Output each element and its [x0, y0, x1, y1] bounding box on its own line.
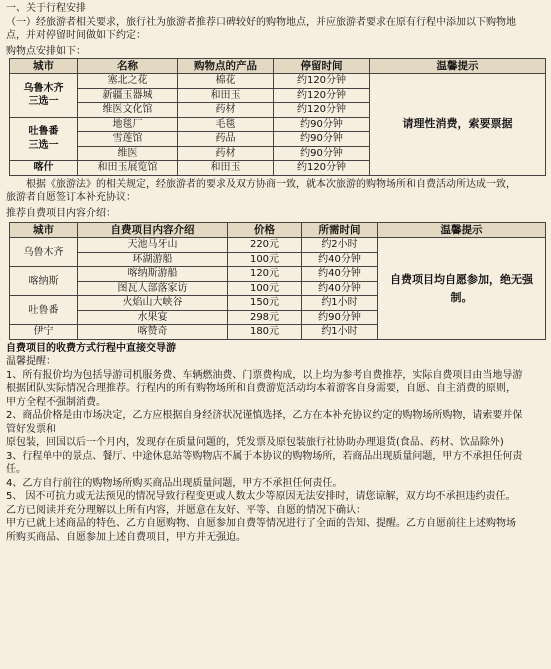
header-city: 城市 — [10, 59, 78, 74]
note-line: 乙方已阅读并充分理解以上所有内容，并愿意在友好、平等、自愿的情况下确认： — [6, 504, 366, 516]
item-price: 100元 — [228, 252, 302, 267]
shop-name: 塞北之花 — [78, 74, 178, 89]
shopping-header-row — [10, 59, 546, 74]
item-name: 天池马牙山 — [78, 238, 228, 253]
note-line: 任。 — [6, 464, 26, 476]
item-time: 约40分钟 — [302, 252, 378, 267]
fee-heading: 自费项目的收费方式行程中直接交导游 — [6, 342, 176, 354]
city-cell: 喀什 — [10, 161, 78, 176]
optional-tip: 自费项目均自愿参加，绝无强制。 — [378, 238, 546, 340]
shop-product: 和田玉 — [178, 161, 274, 176]
shop-duration: 约120分钟 — [274, 88, 370, 103]
header-duration: 停留时间 — [274, 59, 370, 74]
shop-product: 药品 — [178, 132, 274, 147]
shop-duration: 约120分钟 — [274, 161, 370, 176]
item-name: 环湖游船 — [78, 252, 228, 267]
item-price: 298元 — [228, 310, 302, 325]
intro-line-1: （一）经旅游者相关要求，旅行社为旅游者推荐口碑较好的购物地点，并应旅游者要求在原有行程中添加以下购物地 — [6, 16, 516, 28]
header-name: 名称 — [78, 59, 178, 74]
shop-name: 维医文化馆 — [78, 103, 178, 118]
shop-product: 毛毯 — [178, 117, 274, 132]
item-name: 喀赞奇 — [78, 325, 228, 340]
city-cell: 乌鲁木齐 — [10, 238, 78, 267]
item-price: 100元 — [228, 281, 302, 296]
item-name: 水果宴 — [78, 310, 228, 325]
note-line: 管好发票和 — [6, 423, 56, 435]
law-line-1: 根据《旅游法》的相关规定，经旅游者的要求及双方协商一致，就本次旅游的购物场所和自费活动所达成一致， — [26, 178, 516, 190]
table-row — [10, 238, 546, 253]
shop-duration: 约90分钟 — [274, 117, 370, 132]
law-line-2: 旅游者自愿签订本补充协议： — [6, 192, 136, 204]
shop-name: 雪莲馆 — [78, 132, 178, 147]
city-cell: 吐鲁番 三选一 — [10, 117, 78, 161]
header-product: 购物点的产品 — [178, 59, 274, 74]
city-cell: 乌鲁木齐 三选一 — [10, 74, 78, 118]
shop-product: 药材 — [178, 146, 274, 161]
header-tip: 温馨提示 — [378, 223, 546, 238]
item-time: 约90分钟 — [302, 310, 378, 325]
shop-name: 和田玉展览馆 — [78, 161, 178, 176]
header-time: 所需时间 — [302, 223, 378, 238]
item-time: 约40分钟 — [302, 267, 378, 282]
item-time: 约1小时 — [302, 296, 378, 311]
header-price: 价格 — [228, 223, 302, 238]
item-time: 约1小时 — [302, 325, 378, 340]
shop-product: 棉花 — [178, 74, 274, 89]
note-line: 3、行程单中的景点、餐厅、中途休息站等购物店不属于本协议的购物场所，若商品出现质量问题，甲方不承担任何责 — [6, 450, 523, 462]
shop-duration: 约120分钟 — [274, 103, 370, 118]
note-line: 5、 因不可抗力或无法预见的情况导致行程变更或人数太少等原因无法安排时，请您谅解，双方均不承担违约责任。 — [6, 491, 516, 503]
header-tip: 温馨提示 — [370, 59, 546, 74]
shopping-table — [9, 58, 546, 176]
shop-name: 地毯厂 — [78, 117, 178, 132]
shop-name: 新疆玉器城 — [78, 88, 178, 103]
shop-duration: 约90分钟 — [274, 132, 370, 147]
section-title: 一、关于行程安排 — [6, 3, 86, 14]
item-name: 火焰山大峡谷 — [78, 296, 228, 311]
note-line: 4、乙方自行前往的购物场所购买商品出现质量问题，甲方不承担任何责任。 — [6, 477, 343, 489]
item-price: 150元 — [228, 296, 302, 311]
optional-header-row — [10, 223, 546, 238]
shop-name: 维医 — [78, 146, 178, 161]
optional-table — [9, 222, 546, 340]
note-line: 2、商品价格是由市场决定，乙方应根据自身经济状况谨慎选择，乙方在本补充协议约定的购物场所购物，请索要并保 — [6, 410, 523, 422]
reminder-label: 温馨提醒： — [6, 356, 56, 368]
note-line: 所购买商品、自愿参加上述自费项目，甲方并无强迫。 — [6, 531, 246, 543]
shopping-label: 购物点安排如下： — [6, 45, 86, 57]
note-line: 甲方已就上述商品的特色、乙方自愿购物、自愿参加自费等情况进行了全面的告知、提醒。乙方自愿前往上述购物场 — [6, 518, 516, 530]
city-cell: 伊宁 — [10, 325, 78, 340]
note-line: 根据团队实际情况合理推荐。行程内的所有购物场所和自费游览活动均本着游客自身需要，自愿、自主消费的原则， — [6, 383, 516, 395]
item-name: 图瓦人部落家访 — [78, 281, 228, 296]
shop-product: 和田玉 — [178, 88, 274, 103]
item-time: 约2小时 — [302, 238, 378, 253]
item-price: 220元 — [228, 238, 302, 253]
note-line: 1、所有报价均为包括导游司机服务费、车辆燃油费、门票费构成，以上均为参考自费推荐，实际自费项目由当地导游 — [6, 369, 523, 381]
header-city: 城市 — [10, 223, 78, 238]
shop-product: 药材 — [178, 103, 274, 118]
table-row — [10, 74, 546, 89]
shop-duration: 约120分钟 — [274, 74, 370, 89]
note-line: 原包装，回国以后一个月内，发现存在质量问题的，凭发票及原包装旅行社协助办理退货(食品、药材、饮品除外) — [6, 437, 504, 449]
optional-label: 推荐自费项目内容介绍： — [6, 207, 116, 219]
item-price: 120元 — [228, 267, 302, 282]
city-cell: 吐鲁番 — [10, 296, 78, 325]
item-name: 喀纳斯游船 — [78, 267, 228, 282]
notes-block — [6, 369, 547, 545]
shopping-tip: 请理性消费，索要票据 — [370, 74, 546, 176]
shop-duration: 约90分钟 — [274, 146, 370, 161]
header-item: 自费项目内容介绍 — [78, 223, 228, 238]
city-cell: 喀纳斯 — [10, 267, 78, 296]
note-line: 甲方全程不强制消费。 — [6, 396, 106, 408]
intro-line-2: 点，并对停留时间做如下约定： — [6, 30, 146, 41]
item-time: 约40分钟 — [302, 281, 378, 296]
item-price: 180元 — [228, 325, 302, 340]
